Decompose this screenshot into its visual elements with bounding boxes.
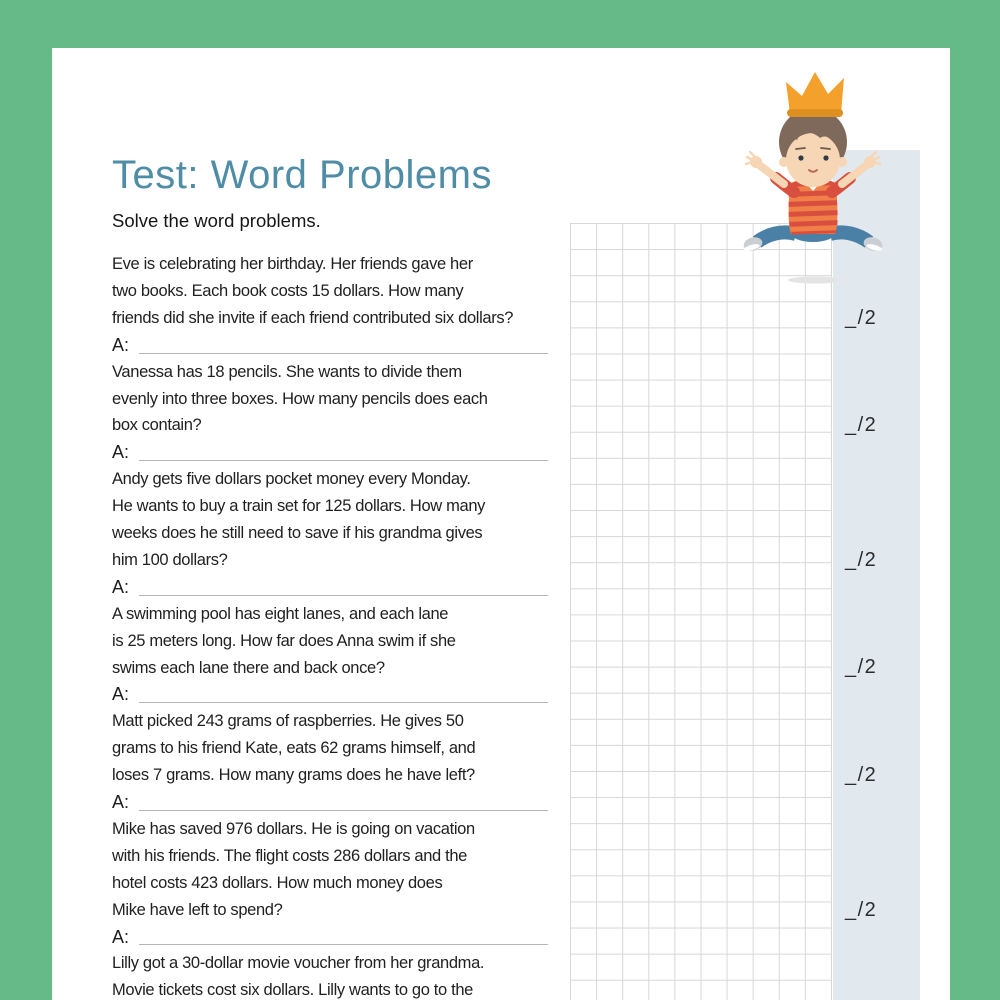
worksheet-page [52, 48, 950, 1000]
problem-text [112, 950, 568, 1000]
problem-line: friends did she invite if each friend contributed six dollars? [112, 308, 514, 327]
problem-line: hotel costs 423 dollars. How much money does [112, 873, 443, 892]
word-problem [112, 950, 568, 1000]
problems-list [112, 251, 878, 1000]
problem-line: Matt picked 243 grams of raspberries. He gives 50 [112, 712, 464, 731]
answer-blank[interactable] [139, 796, 548, 811]
problem-line: loses 7 grams. How many grams does he have left? [112, 766, 475, 785]
problem-line: box contain? [112, 416, 202, 435]
problem-text [112, 466, 568, 574]
answer-blank[interactable] [139, 930, 548, 945]
problem-line: evenly into three boxes. How many pencils does each [112, 389, 488, 408]
problem-line: swims each lane there and back once? [112, 658, 385, 677]
answer-label: A: [112, 442, 130, 463]
boy-shadow [788, 277, 842, 284]
word-problem [112, 708, 878, 816]
answer-row [112, 439, 548, 466]
answer-label: A: [112, 684, 130, 705]
problem-line: two books. Each book costs 15 dollars. How many [112, 281, 464, 300]
answer-row [112, 789, 548, 816]
answer-label: A: [112, 926, 130, 947]
boy-crown [786, 72, 844, 117]
problem-line: with his friends. The flight costs 286 dollars and the [112, 846, 468, 865]
problem-line: A swimming pool has eight lanes, and each lane [112, 604, 449, 623]
problem-text [112, 251, 568, 332]
answer-label: A: [112, 792, 130, 813]
answer-blank[interactable] [139, 446, 548, 461]
problem-line: Vanessa has 18 pencils. She wants to divide them [112, 362, 462, 381]
problem-line: Lilly got a 30-dollar movie voucher from her grandma. [112, 954, 485, 973]
word-problem [112, 601, 878, 709]
word-problem [112, 816, 878, 951]
problem-line: him 100 dollars? [112, 550, 228, 569]
word-problem [112, 359, 878, 467]
answer-row [112, 681, 548, 708]
score-blank[interactable]: _/2 [845, 656, 878, 679]
problem-line: Eve is celebrating her birthday. Her friends gave her [112, 255, 473, 273]
problem-line: Mike have left to spend? [112, 900, 283, 919]
score-blank[interactable]: _/2 [845, 414, 878, 437]
grid-paper [570, 223, 832, 1000]
problem-text [112, 708, 568, 789]
answer-blank[interactable] [139, 339, 548, 354]
problem-line: Mike has saved 976 dollars. He is going on vacation [112, 819, 475, 838]
word-problem [112, 466, 878, 601]
answer-row [112, 332, 548, 359]
score-blank[interactable]: _/2 [845, 306, 878, 329]
boy-head [779, 108, 847, 187]
score-blank[interactable]: _/2 [845, 898, 878, 921]
problem-line: weeks does he still need to save if his grandma gives [112, 524, 483, 543]
answer-row [112, 574, 548, 601]
score-blank[interactable]: _/2 [845, 548, 878, 571]
answer-blank[interactable] [139, 581, 548, 596]
problem-line: Andy gets five dollars pocket money every Monday. [112, 470, 471, 489]
score-blank[interactable]: _/2 [845, 764, 878, 787]
problem-text [112, 601, 568, 682]
problem-line: Movie tickets cost six dollars. Lilly wants to go to the [112, 981, 473, 1000]
problem-text [112, 359, 568, 440]
answer-blank[interactable] [139, 688, 548, 703]
answer-label: A: [112, 334, 130, 355]
answer-row [112, 924, 548, 951]
boy-with-crown-illustration [740, 68, 886, 286]
problem-line: He wants to buy a train set for 125 dollars. How many [112, 497, 486, 516]
problem-text [112, 816, 568, 924]
word-problem [112, 251, 878, 359]
instructions: Solve the word problems. [112, 210, 321, 231]
answer-label: A: [112, 576, 130, 597]
problem-line: is 25 meters long. How far does Anna swim if she [112, 631, 456, 650]
page-title: Test: Word Problems [112, 153, 492, 197]
problem-line: grams to his friend Kate, eats 62 grams himself, and [112, 739, 476, 758]
